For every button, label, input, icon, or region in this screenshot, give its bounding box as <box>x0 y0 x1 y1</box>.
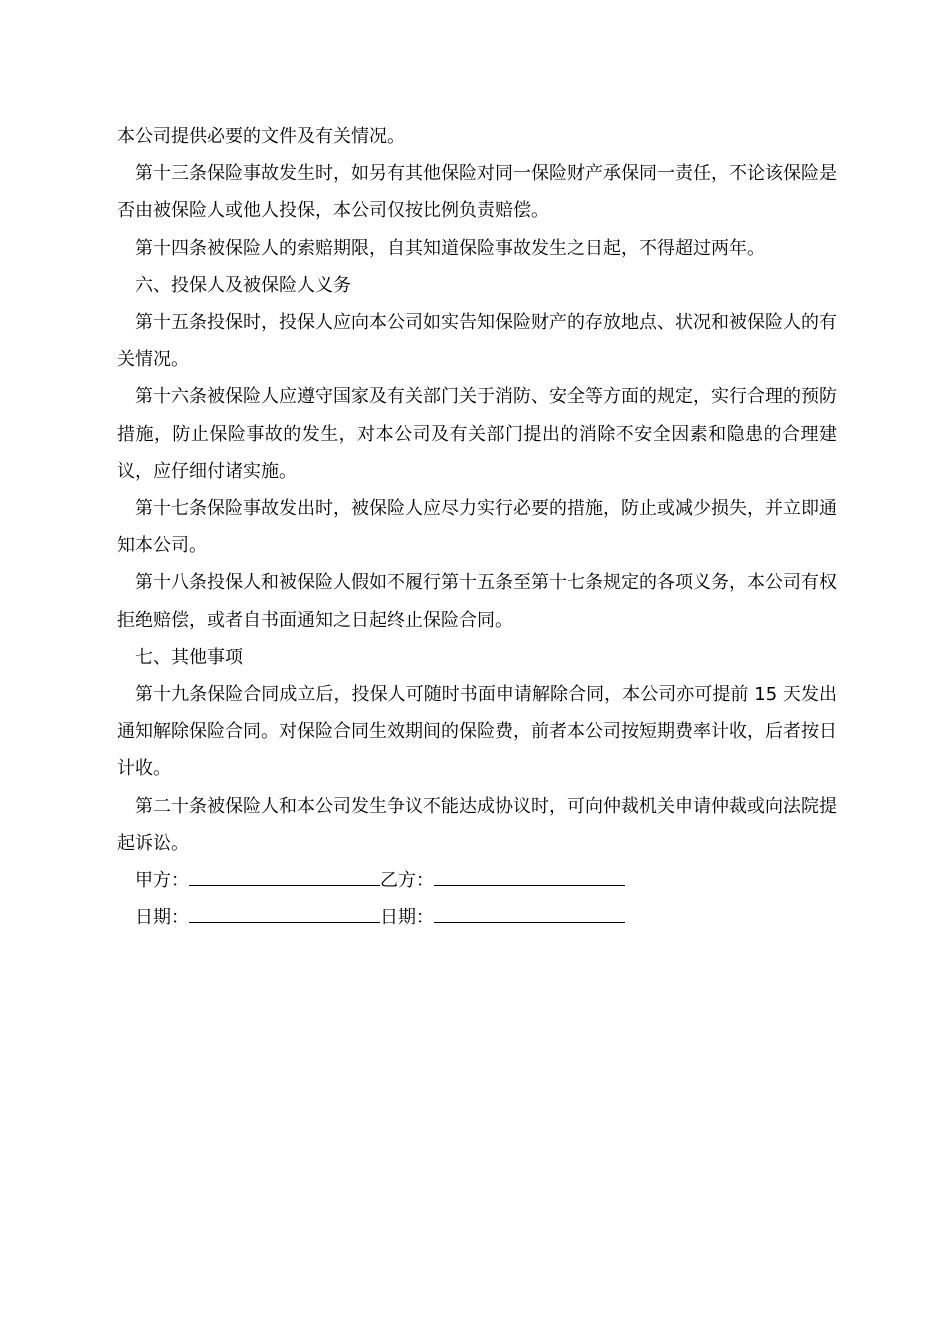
section-heading-7: 七、其他事项 <box>135 646 243 668</box>
article-20: 第二十条被保险人和本公司发生争议不能达成协议时，可向仲裁机关申请仲裁或向法院提起诉讼。 <box>117 795 837 854</box>
article-17: 第十七条保险事故发出时，被保险人应尽力实行必要的措施，防止或减少损失，并立即通知本公司。 <box>117 498 837 557</box>
article-16: 第十六条被保险人应遵守国家及有关部门关于消防、安全等方面的规定，实行合理的预防措施，防止保险事故的发生，对本公司及有关部门提出的消除不安全因素和隐患的合理建议，应仔细付诸实施。 <box>117 386 837 482</box>
article-14: 第十四条被保险人的索赔期限，自其知道保险事故发生之日起，不得超过两年。 <box>135 237 765 259</box>
party-b-label: 乙方： <box>380 870 434 892</box>
signature-date-row <box>117 899 837 936</box>
party-a-blank[interactable] <box>189 865 380 886</box>
date-a-label: 日期： <box>135 907 189 929</box>
article-15: 第十五条投保时，投保人应向本公司如实告知保险财产的存放地点、状况和被保险人的有关情况。 <box>117 312 837 371</box>
signature-party-row <box>117 862 837 899</box>
contract-body <box>117 118 837 936</box>
date-b-blank[interactable] <box>434 902 625 923</box>
article-13: 第十三条保险事故发生时，如另有其他保险对同一保险财产承保同一责任，不论该保险是否由被保险人或他人投保，本公司仅按比例负责赔偿。 <box>117 163 837 222</box>
article-19: 第十九条保险合同成立后，投保人可随时书面申请解除合同，本公司亦可提前 15 天发出通知解除保险合同。对保险合同生效期间的保险费，前者本公司按短期费率计收，后者按日计收。 <box>117 684 837 780</box>
party-a-label: 甲方： <box>135 870 189 892</box>
paragraph-continuation: 本公司提供必要的文件及有关情况。 <box>117 126 405 147</box>
date-b-label: 日期： <box>380 907 434 929</box>
section-heading-6: 六、投保人及被保险人义务 <box>135 274 351 296</box>
party-b-blank[interactable] <box>434 865 625 886</box>
date-a-blank[interactable] <box>189 902 380 923</box>
article-18: 第十八条投保人和被保险人假如不履行第十五条至第十七条规定的各项义务，本公司有权拒绝赔偿，或者自书面通知之日起终止保险合同。 <box>117 572 837 631</box>
